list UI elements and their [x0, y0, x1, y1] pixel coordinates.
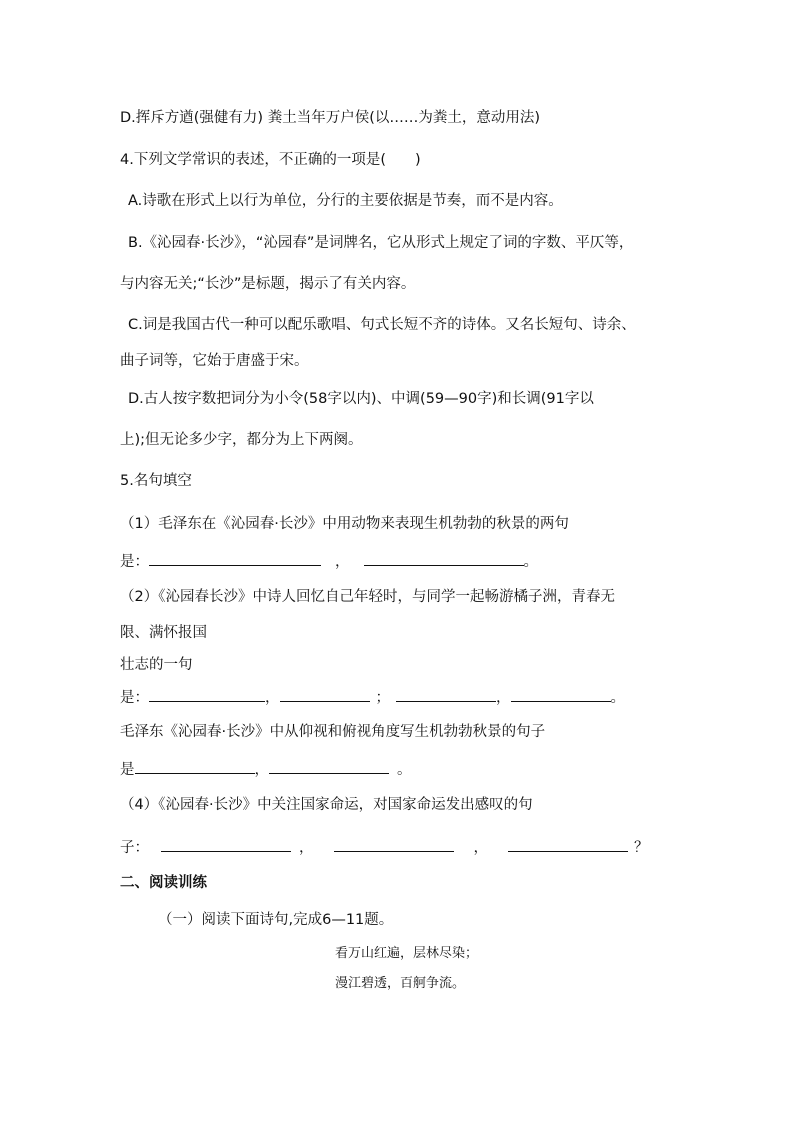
- answer-prefix: 子：: [120, 840, 149, 856]
- answer-blank[interactable]: [161, 837, 291, 852]
- answer-blank[interactable]: [511, 687, 611, 702]
- poem-line-2: 漫江碧透，百舸争流。: [335, 976, 466, 991]
- answer-prefix: 是: [120, 762, 135, 778]
- question-5: 5.名句填空: [120, 473, 192, 489]
- answer-blank[interactable]: [334, 837, 454, 852]
- question-5-1: （1）毛泽东在《沁园春·长沙》中用动物来表现生机勃勃的秋景的两句: [120, 516, 569, 532]
- end-mark: 。: [610, 690, 625, 706]
- question-4-option-c-line2: 曲子词等，它始于唐盛于宋。: [120, 353, 309, 369]
- answer-blank[interactable]: [269, 759, 389, 774]
- answer-blank[interactable]: [149, 687, 265, 702]
- separator: ；: [375, 690, 390, 706]
- question-5-2-line1: （2）《沁园春长沙》中诗人回忆自己年轻时，与同学一起畅游橘子洲，青春无: [120, 589, 615, 605]
- end-mark: ？: [634, 840, 649, 856]
- question-5-2-blanks: [120, 687, 625, 708]
- question-5-2-line3: 壮志的一句: [120, 657, 193, 673]
- question-5-2-line2: 限、满怀报国: [120, 625, 207, 641]
- question-5-4-blanks: [120, 837, 649, 858]
- answer-blank[interactable]: [508, 837, 628, 852]
- separator: ，: [335, 554, 350, 570]
- question-4-option-b-line1: B.《沁园春·长沙》，“沁园春”是词牌名，它从形式上规定了词的字数、平仄等，: [128, 235, 634, 251]
- question-5-1-blanks: [120, 551, 538, 572]
- question-4: 4.下列文学常识的表述，不正确的一项是( ): [120, 152, 421, 168]
- answer-prefix: 是：: [120, 554, 149, 570]
- answer-prefix: 是：: [120, 690, 149, 706]
- question-4-option-a: A.诗歌在形式上以行为单位，分行的主要依据是节奏，而不是内容。: [128, 193, 563, 209]
- answer-blank[interactable]: [149, 551, 321, 566]
- section-2-heading: 二、阅读训练: [120, 875, 207, 891]
- question-4-option-b-line2: 与内容无关;“长沙”是标题，揭示了有关内容。: [120, 276, 416, 292]
- answer-blank[interactable]: [280, 687, 370, 702]
- option-d-line: D.挥斥方遒(强健有力) 粪土当年万户侯(以……为粪土，意动用法): [120, 110, 541, 126]
- question-4-option-d-line1: D.古人按字数把词分为小令(58字以内)、中调(59—90字)和长调(91字以: [128, 391, 594, 407]
- separator: ，: [473, 840, 488, 856]
- question-5-3: 毛泽东《沁园春·长沙》中从仰视和俯视角度写生机勃勃秋景的句子: [120, 724, 546, 740]
- answer-blank[interactable]: [364, 551, 524, 566]
- separator: ，: [265, 690, 280, 706]
- separator: ，: [496, 690, 511, 706]
- question-4-option-d-line2: 上);但无论多少字，都分为上下两阕。: [120, 432, 363, 448]
- end-mark: 。: [523, 554, 538, 570]
- separator: ，: [254, 762, 269, 778]
- question-4-option-c-line1: C.词是我国古代一种可以配乐歌唱、句式长短不齐的诗体。又名长短句、诗余、: [128, 317, 636, 333]
- section-2-1-instruction: （一）阅读下面诗句,完成6—11题。: [158, 912, 394, 928]
- separator: ，: [299, 840, 314, 856]
- end-mark: 。: [397, 762, 412, 778]
- question-5-3-blanks: [120, 759, 412, 780]
- answer-blank[interactable]: [135, 759, 255, 774]
- answer-blank[interactable]: [396, 687, 496, 702]
- poem-line-1: 看万山红遍，层林尽染；: [335, 946, 479, 961]
- question-5-4: （4）《沁园春·长沙》中关注国家命运，对国家命运发出感叹的句: [120, 797, 533, 813]
